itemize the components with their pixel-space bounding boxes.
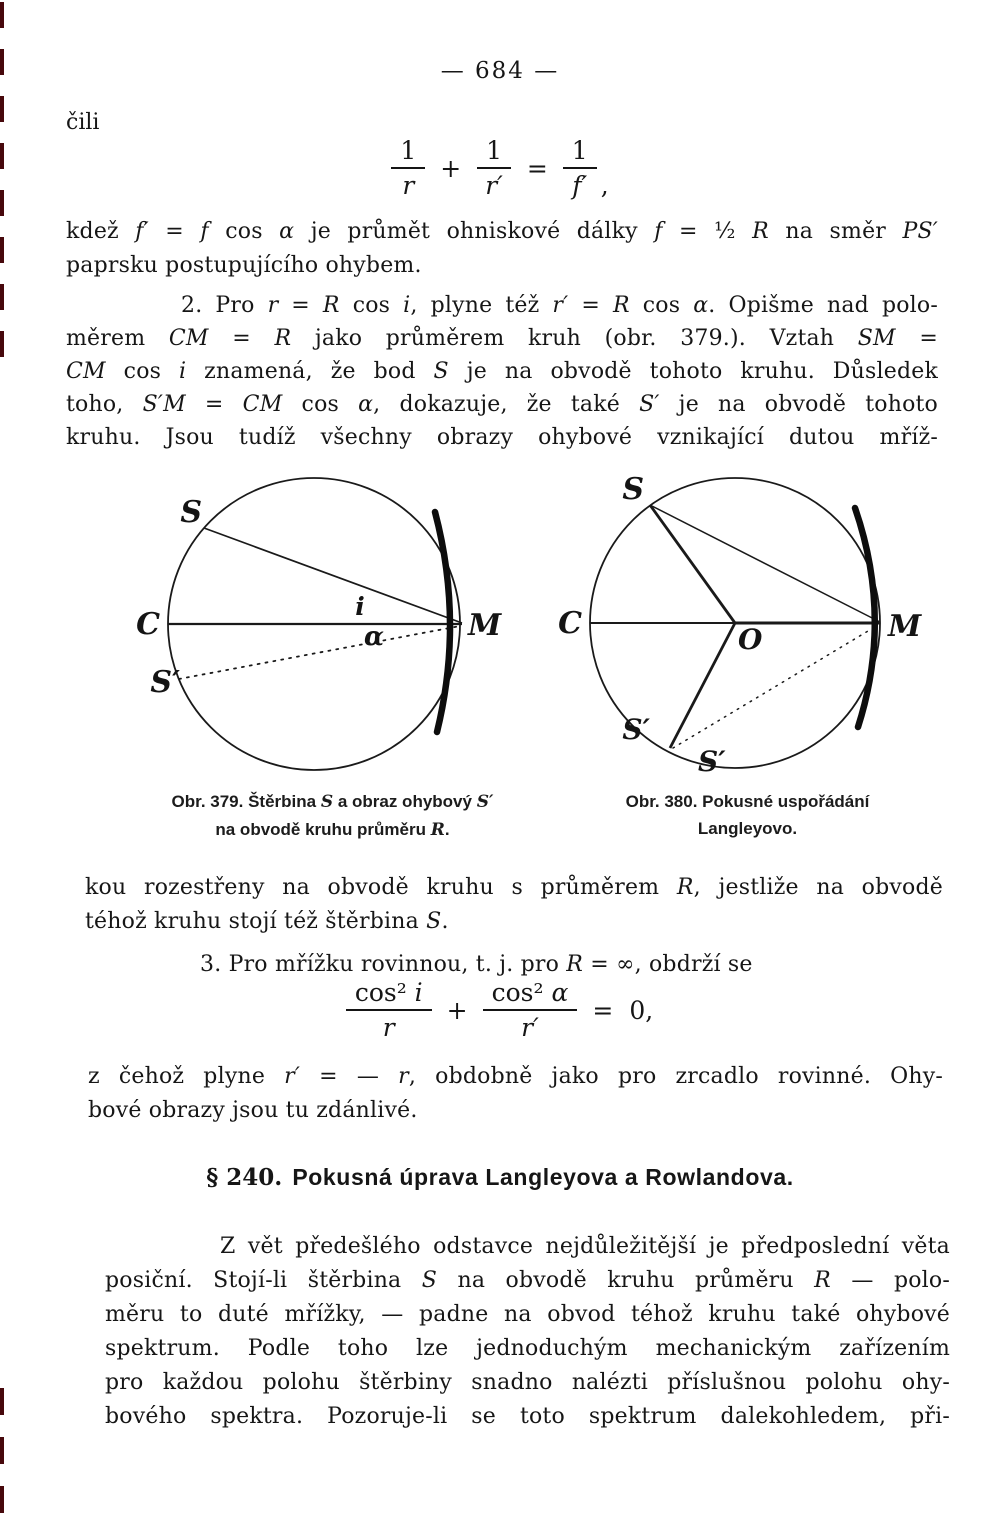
focal-equation <box>0 138 1000 200</box>
fig380-label-M: M <box>888 609 922 644</box>
text-line: posiční. Stojí-li štěrbina S na obvodě kruhu průměru R — polo- <box>105 1268 950 1293</box>
fraction-numerator: 1 <box>391 138 425 169</box>
text-line: 3. Pro mřížku rovinnou, t. j. pro R = ∞, obdrží se <box>200 952 753 977</box>
fig380-label-C: C <box>558 606 582 641</box>
fig379-dotted-Sprime-M <box>179 626 460 679</box>
text-line: toho, S′M = CM cos α, dokazuje, že také S′ je na obvodě tohoto <box>66 392 939 417</box>
plus-sign: + <box>440 154 462 184</box>
fraction-denominator: r′ <box>521 1013 539 1043</box>
fraction-numerator: cos² α <box>483 980 578 1011</box>
fig379-label-S: S <box>180 495 202 530</box>
plus-sign: + <box>446 996 468 1026</box>
item-plane-grating <box>85 948 943 982</box>
equation-result: 0, <box>629 996 654 1026</box>
fig379-label-angle-i: i <box>355 592 365 621</box>
fig379-label-angle-alpha: α <box>363 622 385 652</box>
fraction-denominator: r′ <box>485 171 503 201</box>
paragraph-final <box>105 1230 950 1434</box>
fraction-cos2alpha-over-r-prime <box>483 980 578 1042</box>
equals-sign: = <box>592 996 614 1026</box>
caption-fig380 <box>590 788 905 842</box>
fig379-label-S-prime: S′ <box>150 665 180 700</box>
section-heading <box>0 1164 1000 1191</box>
fig380-label-S-prime-b: S′ <box>698 745 726 778</box>
section-title: Pokusná úprava Langleyova a Rowlandova. <box>292 1164 794 1190</box>
fig380-line-S-O <box>650 505 735 623</box>
fig379-label-M: M <box>468 608 502 643</box>
fig379-line-S-M <box>204 528 462 623</box>
text-line: kruhu. Jsou tudíž všechny obrazy ohybové vznikající dutou mříž- <box>66 425 938 450</box>
paragraph-kdez <box>66 215 938 283</box>
fraction-denominator: r <box>382 1013 395 1043</box>
fig380-label-S: S <box>622 472 644 507</box>
paragraph-z-cehoz <box>88 1060 943 1128</box>
fig380-line-S-M <box>650 505 880 622</box>
fraction-denominator: r <box>402 171 415 201</box>
caption-line: Langleyovo. <box>697 819 798 838</box>
fraction-1-over-r <box>391 138 425 200</box>
figure-379 <box>136 478 502 770</box>
text-line: měrem CM = R jako průměrem kruh (obr. 379.). Vztah SM = <box>66 326 939 351</box>
text-line: 2. Pro r = R cos i, plyne též r′ = R cos α. Opišme nad polo- <box>181 293 939 318</box>
text-line: pro každou polohu štěrbiny snadno nalézti příslušnou polohu ohy- <box>105 1370 950 1395</box>
text-line: kou rozestřeny na obvodě kruhu s průměrem R, jestliže na obvodě <box>85 875 943 900</box>
caption-line: na obvodě kruhu průměru R. <box>215 820 450 840</box>
fig380-line-O-Sprime <box>670 623 735 748</box>
text-line: spektrum. Podle toho lze jednoduchým mechanickým zařízením <box>105 1336 950 1361</box>
fig379-label-C: C <box>136 607 160 642</box>
text-line: CM cos i znamená, že bod S je na obvodě tohoto kruhu. Důsledek <box>66 359 938 384</box>
page-number: — 684 — <box>440 58 560 84</box>
figure-380 <box>558 472 922 778</box>
section-number: § 240. <box>206 1164 283 1191</box>
text-line: paprsku postupujícího ohybem. <box>66 253 422 278</box>
fig380-label-S-prime-a: S′ <box>622 713 650 746</box>
fig380-dotted-Sprime-M <box>673 625 878 748</box>
fraction-numerator: 1 <box>563 138 597 169</box>
text-line: měru to duté mřížky, — padne na obvod téhož kruhu také ohybové <box>105 1302 950 1327</box>
fraction-1-over-r-prime <box>476 138 512 200</box>
text-line: bové obrazy jsou tu zdánlivé. <box>88 1098 418 1123</box>
fig380-label-O: O <box>738 623 763 656</box>
figures-canvas <box>0 455 1000 787</box>
fraction-numerator: cos² i <box>346 980 432 1011</box>
scan-edge-artifact-bottom <box>0 1388 4 1521</box>
fraction-denominator: f′ <box>572 171 588 201</box>
intro-word: čili <box>66 110 100 135</box>
caption-fig379 <box>110 788 555 844</box>
caption-line: Obr. 379. Štěrbina S a obraz ohybový S′ <box>171 792 494 812</box>
text-line: bového spektra. Pozoruje-li se toto spektrum dalekohledem, při- <box>105 1404 950 1429</box>
plane-grating-equation <box>0 980 1000 1042</box>
fraction-cos2i-over-r <box>346 980 432 1042</box>
caption-line: Obr. 380. Pokusné uspořádání <box>625 792 870 811</box>
text-line: kdež f′ = f cos α je průmět ohniskové dálky f = ½ R na směr PS′ <box>66 219 938 244</box>
paragraph-kou <box>85 871 943 939</box>
fig380-grating-arc <box>855 508 875 727</box>
paragraph-pro-r <box>66 289 938 454</box>
fraction-1-over-f-prime <box>563 138 597 200</box>
equals-sign: = <box>526 154 548 184</box>
text-line: z čehož plyne r′ = — r, obdobně jako pro zrcadlo rovinné. Ohy- <box>88 1064 943 1089</box>
text-line: téhož kruhu stojí též štěrbina S. <box>85 909 449 934</box>
comma: , <box>600 170 609 200</box>
text-line: Z vět předešlého odstavce nejdůležitější je předposlední věta <box>220 1234 950 1259</box>
fraction-numerator: 1 <box>477 138 511 169</box>
